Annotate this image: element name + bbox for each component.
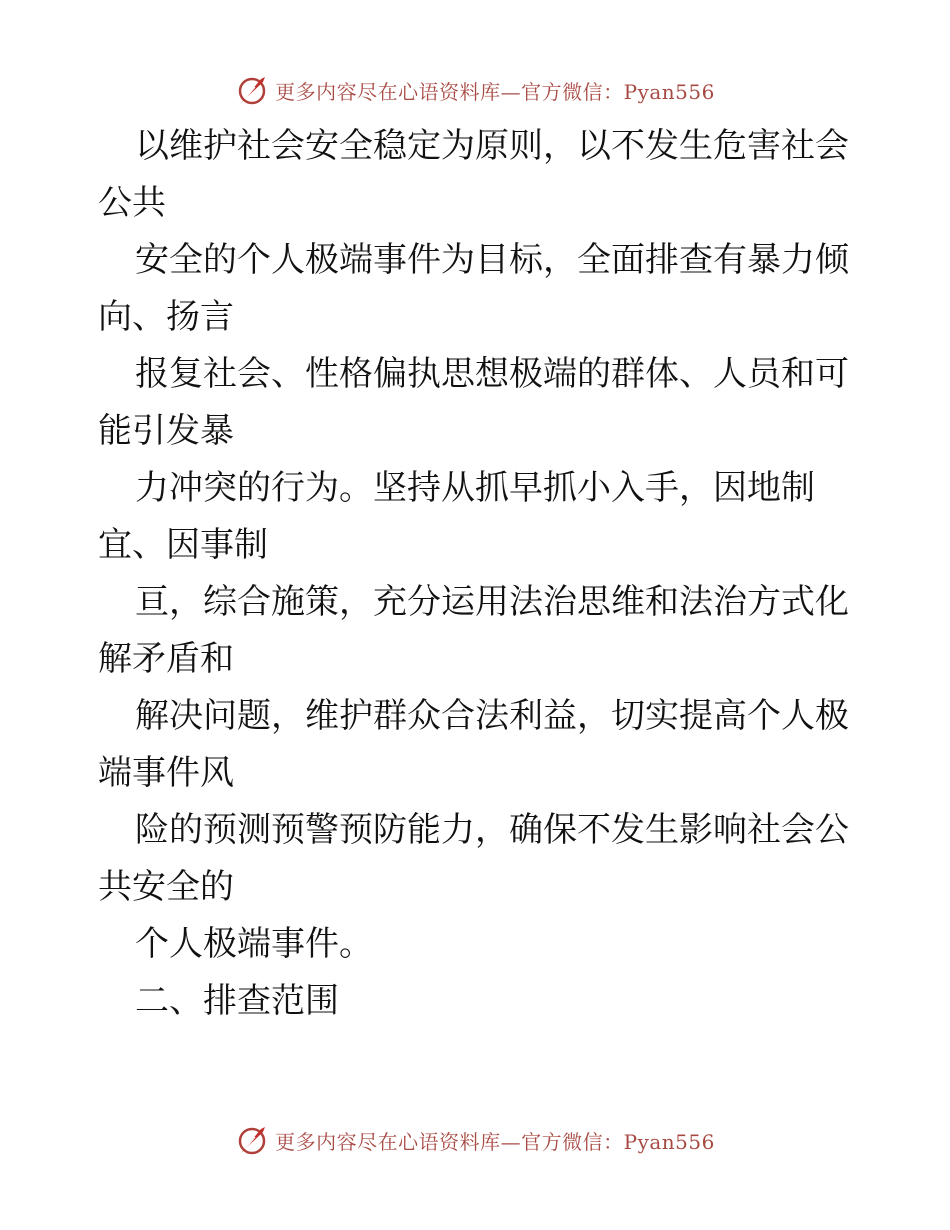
document-body [98,118,858,1030]
banner-text [275,76,715,105]
text-line: 解决问题，维护群众合法利益，切实提高个人极 [135,696,849,736]
text-line: 解矛盾和 [98,639,234,679]
footer-banner [0,1120,950,1160]
text-line: 共安全的 [98,867,234,907]
text-line: 以维护社会安全稳定为原则，以不发生危害社会 [135,126,849,166]
text-line: 能引发暴 [98,411,234,451]
banner-text [275,1126,715,1155]
banner-site-text: 更多内容尽在心语资料库 [275,1129,501,1154]
text-line: 险的预测预警预防能力，确保不发生影响社会公 [135,810,849,850]
header-banner [0,70,950,110]
banner-wechat-label: 官方微信： [521,79,624,104]
text-line: 力冲突的行为。坚持从抓早抓小入手，因地制 [135,468,815,508]
banner-site-text: 更多内容尽在心语资料库 [275,79,501,104]
banner-wechat-id: Pyan556 [623,79,715,104]
text-line: 个人极端事件。 [135,924,373,964]
text-line: 端事件风 [98,753,234,793]
text-line: 公共 [98,183,166,223]
text-line: 亘，综合施策，充分运用法治思维和法治方式化 [135,582,849,622]
section-heading: 二、排查范围 [135,981,339,1021]
text-line: 安全的个人极端事件为目标，全面排查有暴力倾 [135,240,849,280]
text-line: 向、扬言 [98,297,234,337]
text-line: 宜、因事制 [98,525,268,565]
banner-dash: — [500,79,522,104]
text-line: 报复社会、性格偏执思想极端的群体、人员和可 [135,354,849,394]
banner-wechat-id: Pyan556 [623,1129,715,1154]
banner-wechat-label: 官方微信： [521,1129,624,1154]
quill-logo-icon [235,1123,269,1157]
quill-logo-icon [235,73,269,107]
banner-dash: — [500,1129,522,1154]
